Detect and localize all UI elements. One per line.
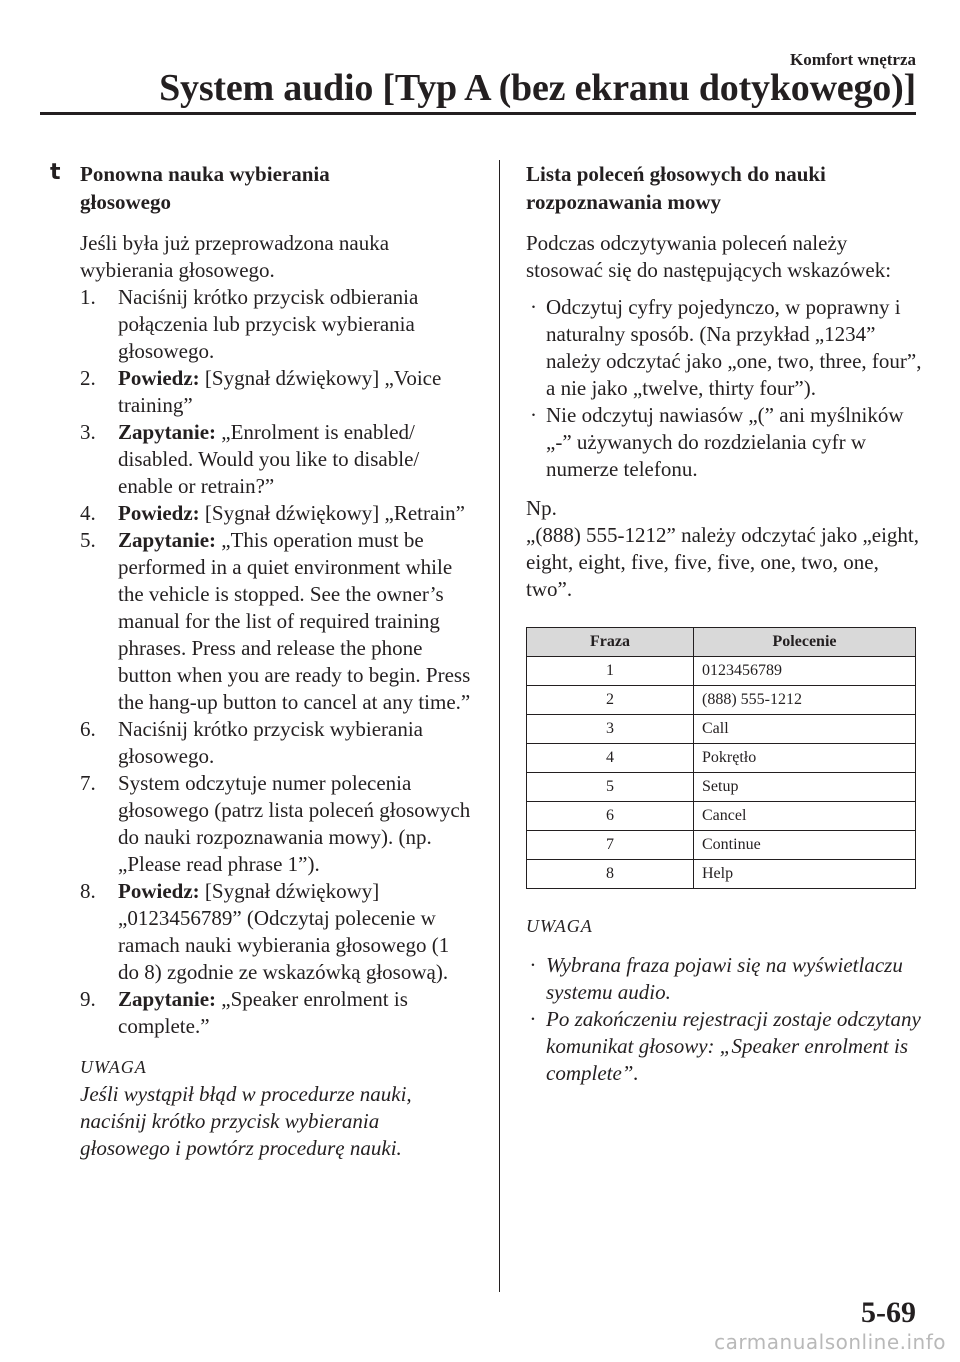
table-row [527,744,916,773]
guideline-list [526,294,926,483]
column-header-command: Polecenie [694,628,916,657]
list-item [526,402,926,483]
step-item [80,986,474,1040]
note-bullet-text: Wybrana fraza pojawi się na wyświetlaczu systemu audio. [546,953,903,1004]
note-label: UWAGA [80,1057,147,1077]
step-text: System odczytuje numer polecenia głosowego (patrz lista poleceń głosowych do nauki rozpoznawania mowy). (np. „Please read phrase 1”). [118,771,471,876]
step-number: 8. [80,879,96,903]
watermark-text: carmanualsonline.info [714,1330,946,1354]
intro-text: Podczas odczytywania poleceń należy stosować się do następujących wskazówek: [526,231,892,282]
heading-line-2: rozpoznawania mowy [526,190,722,214]
bullet-text: Odczytuj cyfry pojedynczo, w poprawny i naturalny sposób. (Na przykład „1234” należy odczytać jako „one, two, three, four”, a nie jako „twelve, thirty four”). [546,295,922,400]
phrase-table [526,627,916,889]
step-label: Powiedz: [118,501,200,525]
step-item [80,500,474,527]
phrase-number: 6 [527,802,694,831]
step-label: Zapytanie: [118,528,217,552]
step-label: Powiedz: [118,366,200,390]
bullet-icon: · [530,1007,536,1031]
step-number: 4. [80,501,96,525]
step-text: „Speaker enrolment is complete.” [118,987,408,1038]
page-title: System audio [Typ A (bez ekranu dotykowego)] [159,67,916,109]
header-divider [40,112,916,115]
command-text: Call [694,715,916,744]
list-item [526,952,926,1006]
table-row [527,686,916,715]
note-list [526,952,926,1087]
phrase-number: 1 [527,657,694,686]
step-label: Zapytanie: [118,420,217,444]
step-text: „Enrolment is enabled/ disabled. Would you like to disable/ enable or retrain?” [118,420,420,498]
step-number: 7. [80,771,96,795]
command-text: Setup [694,773,916,802]
command-text: Help [694,860,916,889]
step-label: Powiedz: [118,879,200,903]
left-column [50,160,474,1162]
step-label: Zapytanie: [118,987,217,1011]
step-item [80,878,474,986]
command-text: Cancel [694,802,916,831]
note-bullet-text: Po zakończeniu rejestracji zostaje odczytany komunikat głosowy: „Speaker enrolment is complete”. [546,1007,921,1085]
command-text: 0123456789 [694,657,916,686]
phrase-number: 8 [527,860,694,889]
list-item [526,294,926,402]
phrase-number: 4 [527,744,694,773]
subsection-heading [50,160,474,216]
table-row [527,657,916,686]
command-text: (888) 555-1212 [694,686,916,715]
column-divider [499,160,500,1292]
table-row [527,831,916,860]
table-header-row [527,628,916,657]
procedure-steps [80,284,474,1040]
step-item [80,716,474,770]
step-number: 5. [80,528,96,552]
heading-line-2: głosowego [80,190,171,214]
list-item [526,1006,926,1087]
example-label: Np. [526,496,557,520]
phrase-number: 5 [527,773,694,802]
example-text: „(888) 555-1212” należy odczytać jako „eight, eight, eight, five, five, five, one, two, one, two”. [526,523,920,601]
command-text: Continue [694,831,916,860]
step-text: [Sygnał dźwiękowy] „Voice training” [118,366,442,417]
step-item [80,770,474,878]
command-text: Pokrętło [694,744,916,773]
heading-line-1: Lista poleceń głosowych do nauki [526,162,826,186]
note-label: UWAGA [526,916,593,936]
phrase-number: 7 [527,831,694,860]
step-text: Naciśnij krótko przycisk wybierania głosowego. [118,717,423,768]
step-text: „This operation must be performed in a quiet environment while the vehicle is stopped. See the owner’s manual for the list of required training phrases. Press and release the phone button when you are ready to begin. Press the hang-up button to cancel at any time.” [118,528,471,714]
right-column [526,160,926,1087]
bullet-icon: · [530,295,537,319]
step-item [80,365,474,419]
section-title: Komfort wnętrza [789,50,916,69]
phrase-number: 2 [527,686,694,715]
page-number: 5-69 [861,1296,916,1329]
bullet-icon: · [530,403,537,427]
step-text: Naciśnij krótko przycisk odbierania połączenia lub przycisk wybierania głosowego. [118,285,419,363]
bullet-icon: · [530,953,536,977]
step-number: 2. [80,366,96,390]
step-number: 3. [80,420,96,444]
step-text: [Sygnał dźwiękowy] „0123456789” (Odczytaj polecenie w ramach nauki wybierania głosowego (1 do 8) zgodnie ze wskazówką głosową). [118,879,450,984]
heading-line-1: Ponowna nauka wybierania [80,162,330,186]
table-row [527,773,916,802]
table-row [527,860,916,889]
intro-text: Jeśli była już przeprowadzona nauka wybierania głosowego. [80,231,390,282]
note-text: Jeśli wystąpił błąd w procedurze nauki, naciśnij krótko przycisk wybierania głosowego i powtórz procedurę nauki. [80,1082,412,1160]
table-row [527,802,916,831]
step-item [80,284,474,365]
step-number: 6. [80,717,96,741]
step-text: [Sygnał dźwiękowy] „Retrain” [204,501,465,525]
table-row [527,715,916,744]
step-item [80,527,474,716]
column-header-phrase: Fraza [527,628,694,657]
step-item [80,419,474,500]
section-marker-icon: t [50,160,61,185]
bullet-text: Nie odczytuj nawiasów „(” ani myślników „-” używanych do rozdzielania cyfr w numerze telefonu. [546,403,904,481]
phrase-number: 3 [527,715,694,744]
step-number: 1. [80,285,96,309]
step-number: 9. [80,987,96,1011]
